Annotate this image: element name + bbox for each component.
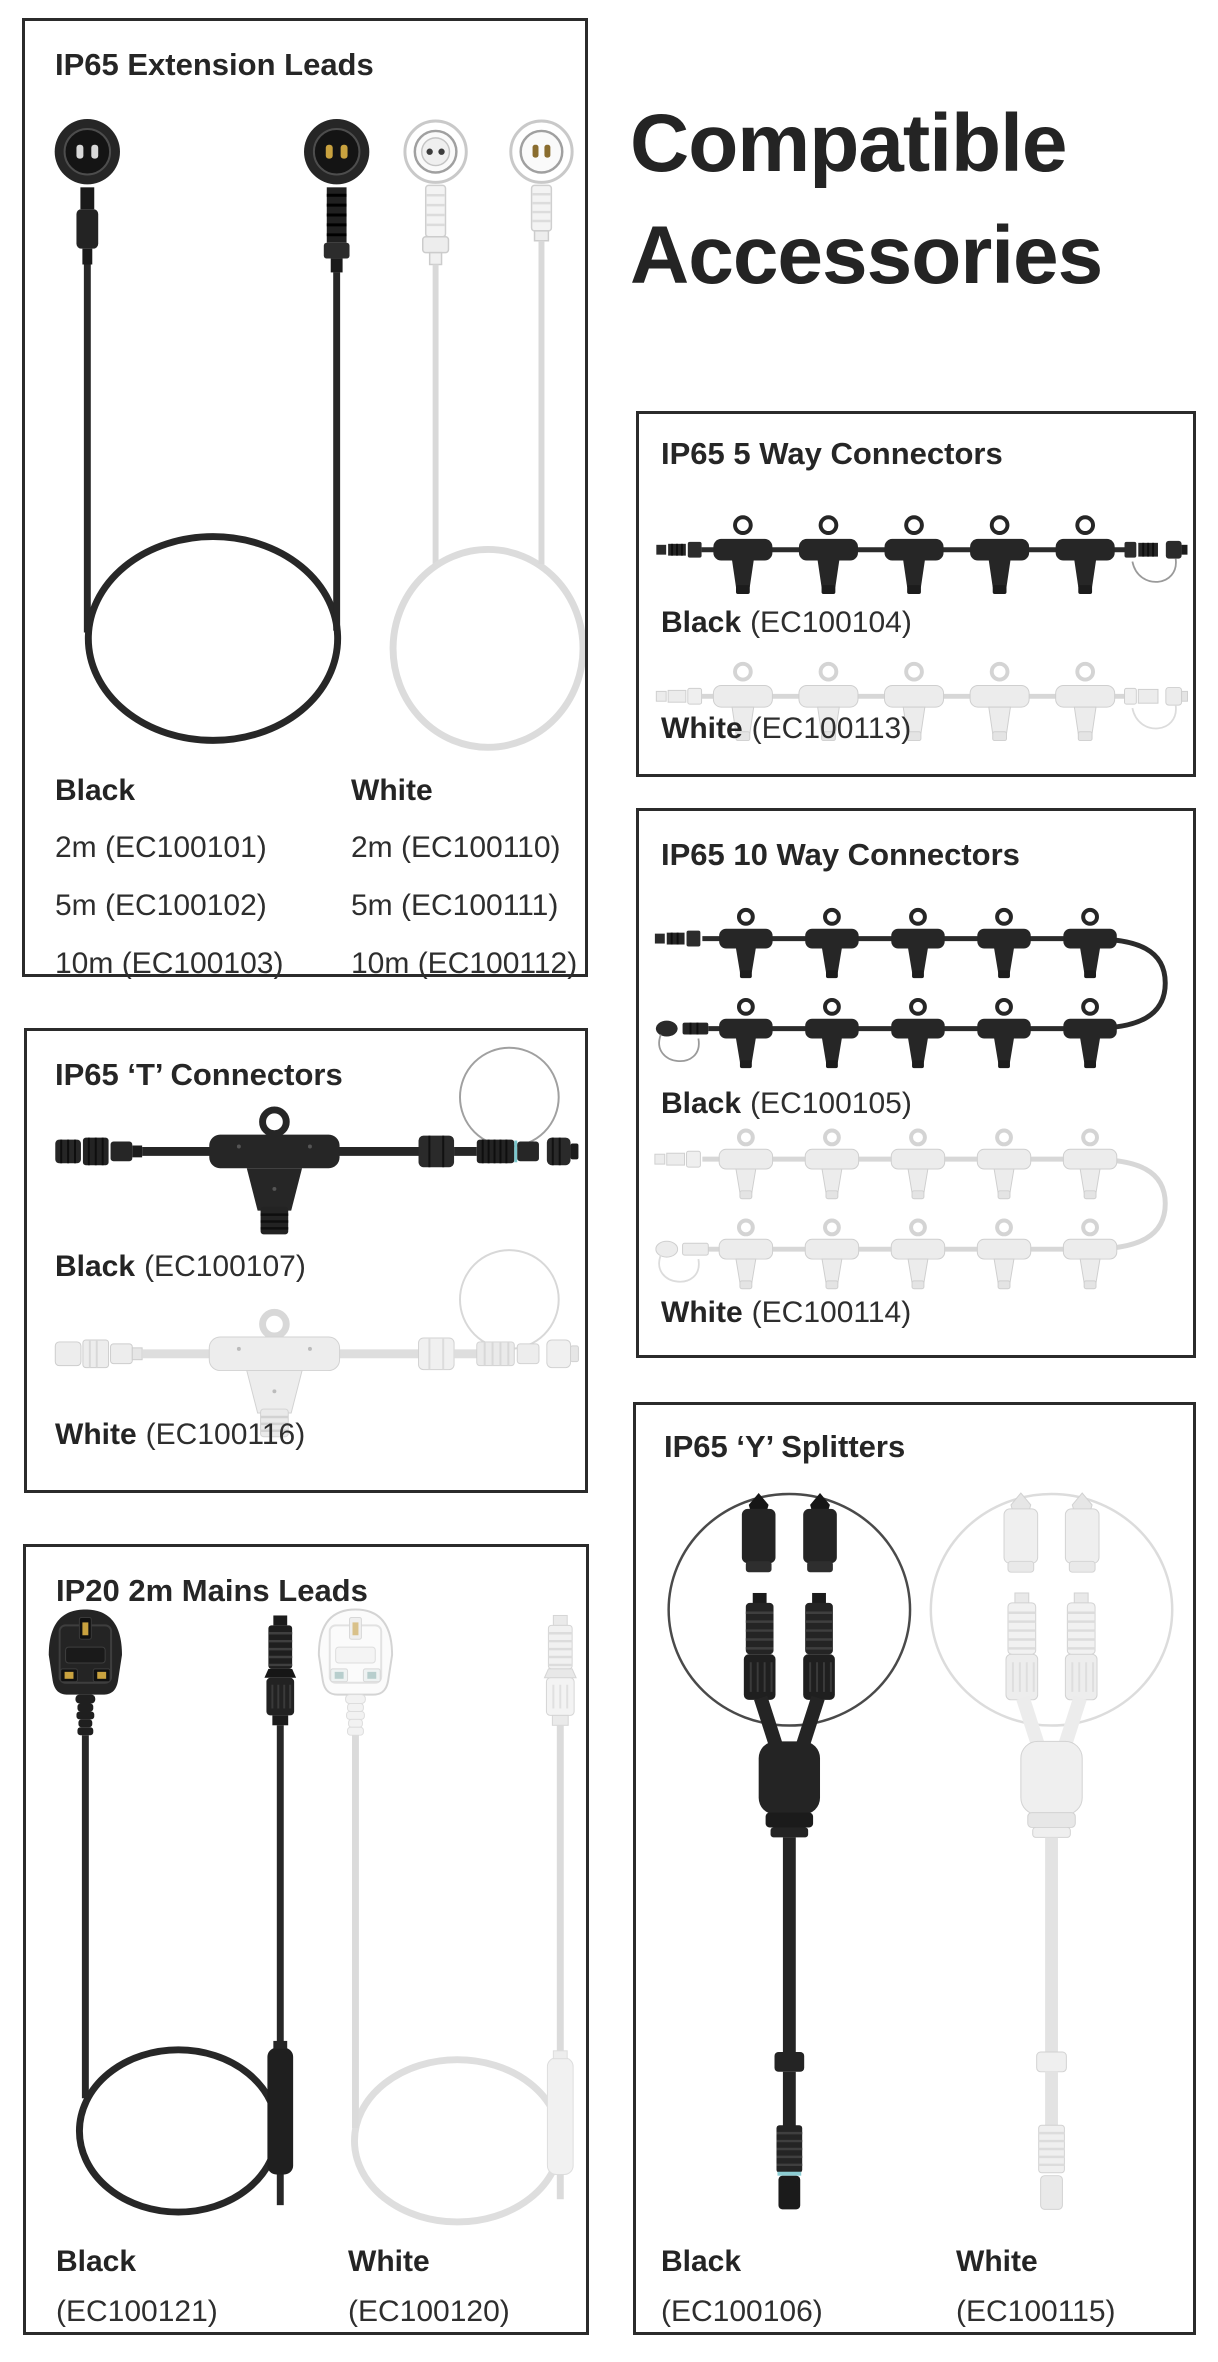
box-mains-leads	[23, 1544, 589, 2335]
box-extension-leads	[22, 18, 588, 980]
extension-leads-title: IP65 Extension Leads	[55, 47, 374, 82]
five-way-black-name: Black	[661, 606, 742, 639]
five-way-title: IP65 5 Way Connectors	[661, 436, 1003, 471]
extension-leads-white-5m: 5m (EC100111)	[351, 889, 559, 922]
five-way-black-strand	[656, 517, 1187, 594]
y-splitters-white-name: White	[956, 2245, 1038, 2278]
mains-leads-white-code: (EC100120)	[348, 2295, 510, 2328]
box-t-connectors	[24, 1028, 588, 1493]
ten-way-connectors-illustration	[639, 811, 1193, 1355]
t-connectors-white-label	[55, 1418, 305, 1452]
mains-leads-white-name: White	[348, 2245, 430, 2278]
extension-leads-black-column	[55, 769, 283, 993]
extension-leads-black-5m: 5m (EC100102)	[55, 889, 267, 922]
five-way-white-name: White	[661, 712, 743, 745]
mains-leads-white-label	[348, 2237, 510, 2337]
box-five-way-connectors	[636, 411, 1196, 777]
page-title-line1: Compatible	[630, 98, 1067, 189]
ten-way-white-code: (EC100114)	[751, 1296, 912, 1329]
y-splitters-black-label	[661, 2237, 823, 2337]
black-extension-lead	[55, 119, 370, 740]
t-connectors-black-name: Black	[55, 1250, 136, 1283]
mains-leads-black-code: (EC100121)	[56, 2295, 218, 2328]
t-connectors-white-code: (EC100116)	[145, 1418, 306, 1451]
extension-leads-black-10m: 10m (EC100103)	[55, 947, 284, 980]
five-way-black-label	[661, 606, 912, 640]
box-y-splitters	[633, 1402, 1196, 2335]
ten-way-black-label	[661, 1087, 912, 1121]
black-y-splitter	[669, 1493, 910, 2209]
extension-leads-black-2m: 2m (EC100101)	[55, 831, 267, 864]
extension-leads-white-10m: 10m (EC100112)	[351, 947, 578, 980]
extension-leads-black-label: Black	[55, 774, 136, 807]
y-splitters-white-code: (EC100115)	[956, 2295, 1116, 2328]
white-y-splitter	[931, 1493, 1172, 2209]
mains-leads-illustration	[26, 1547, 586, 2332]
extension-leads-white-column	[351, 769, 577, 993]
white-extension-lead	[393, 121, 583, 747]
y-splitters-illustration	[636, 1405, 1193, 2332]
page-title	[630, 88, 1102, 312]
five-way-black-code: (EC100104)	[750, 606, 912, 639]
y-splitters-black-name: Black	[661, 2245, 742, 2278]
extension-leads-white-label: White	[351, 774, 433, 807]
mains-leads-black-name: Black	[56, 2245, 137, 2278]
t-connectors-black-label	[55, 1250, 306, 1284]
box-ten-way-connectors	[636, 808, 1196, 1358]
y-splitters-black-code: (EC100106)	[661, 2295, 823, 2328]
five-way-white-code: (EC100113)	[751, 712, 912, 745]
five-way-white-label	[661, 712, 911, 746]
extension-leads-white-2m: 2m (EC100110)	[351, 831, 561, 864]
white-mains-lead	[319, 1610, 576, 2222]
page-title-line2: Accessories	[630, 210, 1103, 301]
ten-way-black-strand	[655, 910, 1165, 1068]
ten-way-black-name: Black	[661, 1087, 742, 1120]
ten-way-white-label	[661, 1296, 911, 1330]
mains-leads-title: IP20 2m Mains Leads	[56, 1573, 368, 1608]
mains-leads-black-label	[56, 2237, 218, 2337]
ten-way-white-name: White	[661, 1296, 743, 1329]
y-splitters-white-label	[956, 2237, 1116, 2337]
y-splitters-title: IP65 ‘Y’ Splitters	[664, 1429, 906, 1464]
t-connectors-white-name: White	[55, 1418, 137, 1451]
ten-way-black-code: (EC100105)	[750, 1087, 912, 1120]
t-connectors-title: IP65 ‘T’ Connectors	[55, 1057, 343, 1092]
ten-way-title: IP65 10 Way Connectors	[661, 837, 1020, 872]
ten-way-white-strand	[655, 1130, 1165, 1288]
black-mains-lead	[49, 1610, 296, 2213]
t-connectors-black-code: (EC100107)	[144, 1250, 306, 1283]
